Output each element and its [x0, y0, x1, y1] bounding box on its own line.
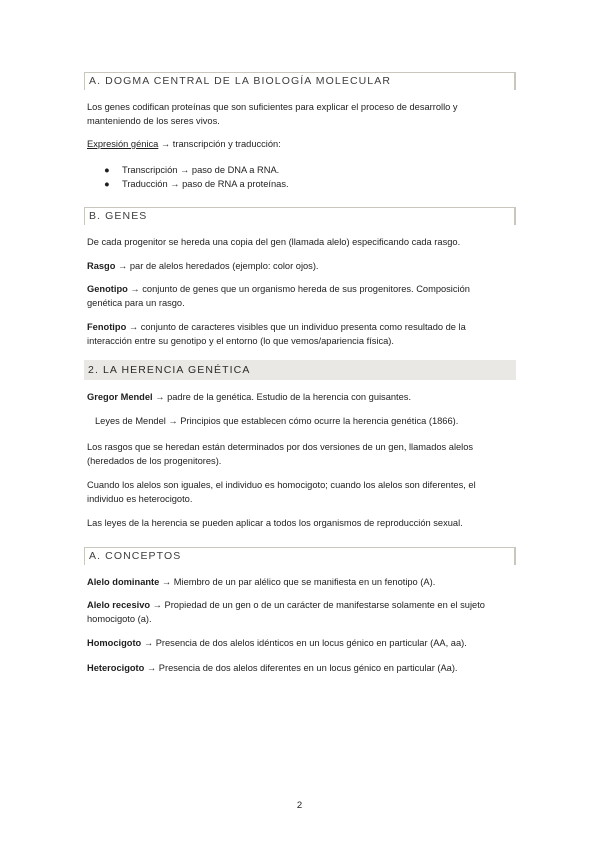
section-title: B. GENES [89, 210, 148, 222]
term-rasgo: Rasgo [87, 261, 116, 271]
term-homocigoto: Homocigoto [87, 638, 142, 648]
term-gregor-mendel: Gregor Mendel [87, 392, 153, 402]
definition-text: → Presencia de dos alelos diferentes en un locus génico en particular (Aa). [144, 663, 458, 673]
paragraph-genes-codifican: Los genes codifican proteínas que son suficientes para explicar el proceso de desarrollo y manteniendo de los seres vivos. [87, 102, 458, 126]
term-expresion-genica: Expresión génica [87, 139, 159, 149]
definition-text: → conjunto de genes que un organismo hereda de sus progenitores. Composición genética para un rasgo. [87, 284, 470, 308]
definition-text: → par de alelos heredados (ejemplo: color ojos). [115, 261, 319, 271]
paragraph-rasgos: Los rasgos que se heredan están determinados por dos versiones de un gen, llamados alelos (heredados de los progenitores). [87, 442, 474, 466]
term-heterocigoto: Heterocigoto [87, 663, 145, 673]
section-heading-dogma [84, 72, 516, 90]
section-heading-herencia [84, 360, 516, 380]
paragraph-alelos: Cuando los alelos son iguales, el individuo es homocigoto; cuando los alelos son diferentes, el individuo es heterocigoto. [87, 480, 476, 504]
bullet-icon: ● [104, 165, 110, 175]
definition-text: → Presencia de dos alelos idénticos en un locus génico en particular (AA, aa). [141, 638, 467, 648]
page-number: 2 [296, 800, 303, 811]
section-title: A. CONCEPTOS [89, 550, 182, 562]
paragraph-progenitor: De cada progenitor se hereda una copia del gen (llamada alelo) especificando cada rasgo. [87, 237, 461, 247]
definition-alelo-dominante [87, 575, 507, 589]
definition-alelo-recesivo [87, 598, 507, 626]
paragraph-leyes-herencia: Las leyes de la herencia se pueden aplicar a todos los organismos de reproducción sexual. [87, 518, 463, 528]
term-alelo-recesivo: Alelo recesivo [87, 600, 151, 610]
definition-heterocigoto [87, 661, 507, 675]
term-alelo-dominante: Alelo dominante [87, 577, 160, 587]
section-heading-genes [84, 207, 516, 225]
term-genotipo: Genotipo [87, 284, 128, 294]
definition-text: → transcripción y traducción: [158, 139, 281, 149]
definition-text: → conjunto de caracteres visibles que un individuo presenta como resultado de la interacción entre su genotipo y el entorno (lo que vemos/apariencia física). [87, 322, 466, 346]
section-title: 2. LA HERENCIA GENÉTICA [88, 364, 251, 376]
definition-fenotipo [87, 320, 507, 348]
section-heading-conceptos [84, 547, 516, 565]
paragraph-expresion-genica [87, 137, 507, 151]
definition-genotipo [87, 282, 507, 310]
definition-text: → padre de la genética. Estudio de la herencia con guisantes. [152, 392, 412, 402]
list-item-text: Transcripción → paso de DNA a RNA. [122, 165, 280, 175]
section-title: A. DOGMA CENTRAL DE LA BIOLOGÍA MOLECULAR [89, 75, 392, 87]
term-fenotipo: Fenotipo [87, 322, 127, 332]
list-item-text: Traducción → paso de RNA a proteínas. [122, 179, 289, 189]
bullet-icon: ● [104, 179, 110, 189]
definition-text: → Miembro de un par alélico que se manifiesta en un fenotipo (A). [159, 577, 436, 587]
paragraph-mendel [87, 390, 507, 404]
definition-rasgo [87, 259, 507, 273]
paragraph-leyes-mendel: Leyes de Mendel → Principios que establecen cómo ocurre la herencia genética (1866). [95, 416, 459, 426]
definition-text: → Propiedad de un gen o de un carácter de manifestarse solamente en el sujeto homocigoto (a). [87, 600, 485, 624]
definition-homocigoto [87, 636, 507, 650]
